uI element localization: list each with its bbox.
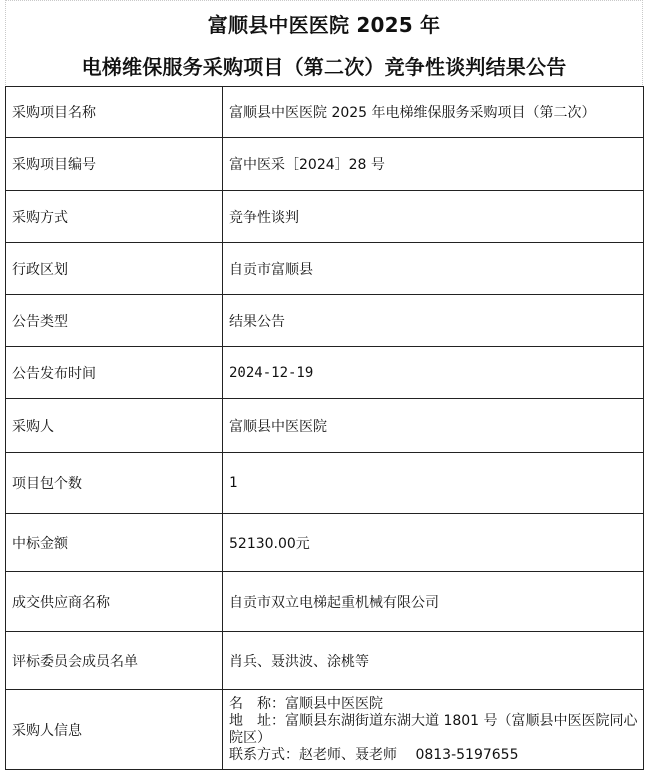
table-row-purchaser (6, 399, 644, 453)
row-label: 公告类型 (6, 295, 223, 347)
row-value: 富中医采［2024］28 号 (223, 138, 644, 191)
row-value: 竞争性谈判 (223, 191, 644, 243)
row-value: 2024-12-19 (223, 347, 644, 399)
buyer-name-line: 名 称：富顺县中医医院 (229, 695, 383, 712)
table-row-buyer-info (6, 690, 644, 770)
row-value: 1 (223, 453, 644, 514)
row-value: 52130.00元 (223, 514, 644, 572)
table-row-supplier (6, 572, 644, 632)
row-value: 结果公告 (223, 295, 644, 347)
row-label: 采购人信息 (6, 690, 223, 770)
row-label: 行政区划 (6, 243, 223, 295)
title-line-1: 富顺县中医医院 2025 年 (207, 13, 441, 37)
row-value: 肖兵、聂洪波、涂桃等 (223, 632, 644, 690)
table-row-project-number (6, 138, 644, 191)
table-row-publish-date (6, 347, 644, 399)
table-row-award-amount (6, 514, 644, 572)
row-label: 公告发布时间 (6, 347, 223, 399)
buyer-address-line: 地 址：富顺县东湖街道东湖大道 1801 号（富顺县中医医院同心院区） (229, 712, 638, 746)
buyer-info-details (223, 690, 644, 770)
row-value: 富顺县中医医院 2025 年电梯维保服务采购项目（第二次） (223, 87, 644, 138)
row-label: 评标委员会成员名单 (6, 632, 223, 690)
row-label: 采购项目编号 (6, 138, 223, 191)
title-line-2: 电梯维保服务采购项目（第二次）竞争性谈判结果公告 (81, 55, 567, 79)
row-label: 成交供应商名称 (6, 572, 223, 632)
buyer-contact-line: 联系方式：赵老师、聂老师 0813-5197655 (229, 746, 519, 763)
row-value: 自贡市双立电梯起重机械有限公司 (223, 572, 644, 632)
row-value: 自贡市富顺县 (223, 243, 644, 295)
result-table (5, 86, 644, 770)
row-label: 采购项目名称 (6, 87, 223, 138)
table-row-project-name (6, 87, 644, 138)
announcement-title (5, 0, 643, 87)
table-row-procurement-method (6, 191, 644, 243)
table-row-notice-type (6, 295, 644, 347)
table-row-package-count (6, 453, 644, 514)
row-label: 采购人 (6, 399, 223, 453)
table-row-committee (6, 632, 644, 690)
row-value: 富顺县中医医院 (223, 399, 644, 453)
row-label: 采购方式 (6, 191, 223, 243)
row-label: 中标金额 (6, 514, 223, 572)
table-row-region (6, 243, 644, 295)
row-label: 项目包个数 (6, 453, 223, 514)
